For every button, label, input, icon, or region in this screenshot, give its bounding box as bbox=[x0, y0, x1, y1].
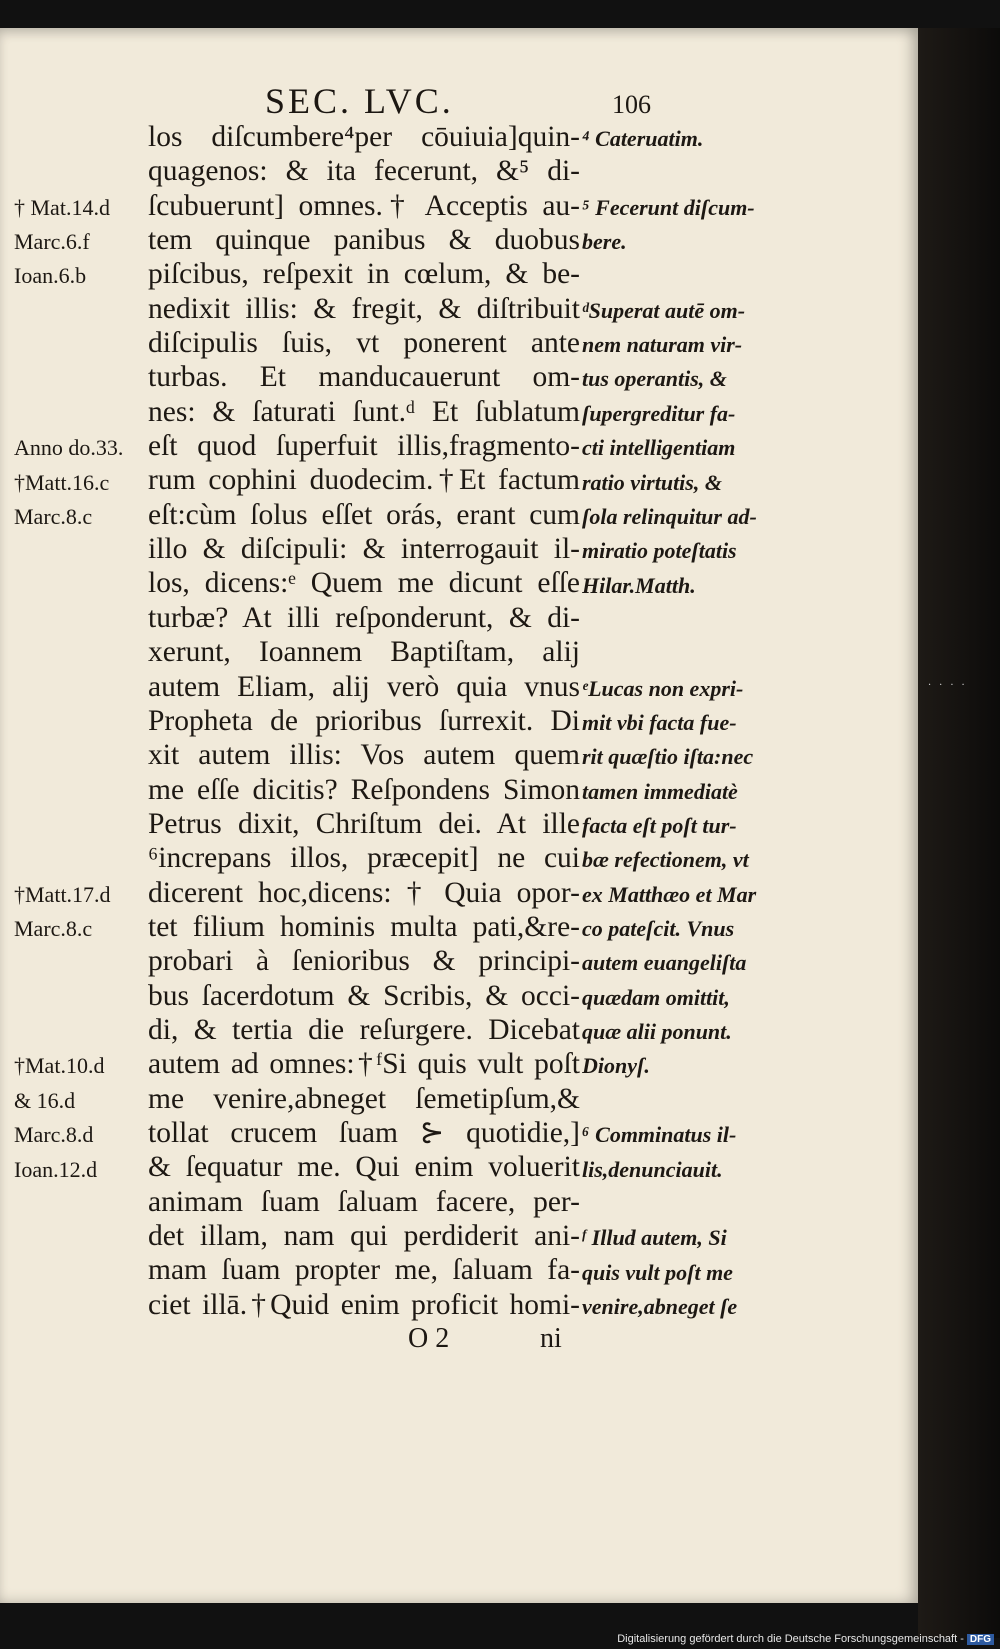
text-line: det illam, nam qui perdiderit ani- bbox=[148, 1220, 580, 1252]
text-line: eſt quod ſuperfuit illis,fragmento- bbox=[148, 430, 580, 463]
marginal-note-line: venire,abneget ſe bbox=[582, 1293, 738, 1319]
margin-reference: Ioan.6.b bbox=[14, 263, 87, 289]
marginal-note-line: miratio poteſtatis bbox=[582, 538, 737, 564]
marginal-note-line: Hilar.Matth. bbox=[582, 572, 696, 598]
marginal-note-line: ex Matthæo et Mar bbox=[582, 881, 757, 907]
text-line: los diſcumbere⁴per cōuiuia]quin- bbox=[148, 121, 580, 153]
text-line: bus ſacerdotum & Scribis, & occi- bbox=[148, 979, 580, 1012]
text-line: autem ad omnes:†ᶠSi quis vult poſt bbox=[148, 1048, 580, 1081]
marginal-note-line: facta eſt poſt tur- bbox=[582, 813, 737, 838]
margin-reference: † Mat.14.d bbox=[14, 194, 110, 220]
text-line: Propheta de prioribus ſurrexit. Di bbox=[148, 704, 580, 737]
marginal-note-line: quædam omittit, bbox=[582, 984, 730, 1010]
marginal-note-line: bæ refectionem, vt bbox=[582, 847, 749, 873]
marginal-note-line: tamen immediatè bbox=[582, 778, 738, 804]
text-line: xit autem illis: Vos autem quem bbox=[148, 739, 580, 772]
text-line: illo & diſcipuli: & interrogauit il- bbox=[148, 533, 580, 566]
text-line: rum cophini duodecim.†Et factum bbox=[148, 464, 580, 497]
text-line: ciet illā.†Quid enim proficit homi- bbox=[148, 1288, 580, 1321]
marginal-note-line: ſola relinquitur ad- bbox=[582, 503, 757, 529]
signature-mark: O 2 bbox=[408, 1323, 450, 1354]
dfg-logo: DFG bbox=[967, 1634, 994, 1645]
marginal-note-line: ⁵ Fecerunt diſcum- bbox=[582, 194, 755, 220]
text-line: tet filium hominis multa pati,&re- bbox=[148, 910, 580, 943]
marginal-note-line: quæ alii ponunt. bbox=[582, 1019, 732, 1045]
text-line: quagenos: & ita fecerunt, &⁵ di- bbox=[148, 155, 580, 188]
text-line: tollat crucem ſuam ⊱ quotidie,] bbox=[148, 1116, 580, 1149]
credit-text: Digitalisierung gefördert durch die Deutsche Forschungsgemeinschaft - bbox=[617, 1633, 964, 1645]
margin-reference: Marc.8.c bbox=[14, 916, 93, 942]
text-line: los, dicens:ᵉ Quem me dicunt eſſe bbox=[148, 567, 580, 600]
marginal-note-line: co pateſcit. Vnus bbox=[582, 916, 735, 942]
text-line: xerunt, Ioannem Baptiſtam, alij bbox=[148, 636, 580, 669]
text-line: probari à ſenioribus & principi- bbox=[148, 945, 580, 978]
marginal-note-line: tus operantis, & bbox=[582, 366, 727, 392]
margin-reference: Ioan.12.d bbox=[14, 1156, 98, 1182]
text-line: eſt:cùm ſolus eſſet orás, erant cum bbox=[148, 498, 580, 531]
text-line: tem quinque panibus & duobus bbox=[148, 224, 580, 257]
text-line: animam ſuam ſaluam facere, per- bbox=[148, 1185, 580, 1218]
margin-reference: Anno do.33. bbox=[14, 435, 124, 461]
text-line: piſcibus, reſpexit in cœlum, & be- bbox=[148, 258, 580, 291]
marginal-note-line: ſupergreditur fa- bbox=[582, 400, 736, 426]
marginal-note-line: ᶠ Illud autem, Si bbox=[582, 1225, 727, 1251]
margin-reference: & 16.d bbox=[14, 1087, 76, 1113]
text-line: nes: & ſaturati ſunt.ᵈ Et ſublatum bbox=[148, 395, 580, 428]
marginal-note-line: nem naturam vir- bbox=[582, 332, 743, 358]
margin-reference: †Matt.16.c bbox=[14, 469, 110, 495]
text-line: Petrus dixit, Chriſtum dei. At ille bbox=[148, 807, 580, 840]
running-title: SEC. LVC. bbox=[265, 81, 454, 121]
marginal-note-line: ᵉLucas non expri- bbox=[582, 675, 744, 701]
text-line: di, & tertia die reſurgere. Dicebat bbox=[148, 1013, 580, 1046]
margin-reference: †Matt.17.d bbox=[14, 881, 111, 907]
text-line: turbas. Et manducauerunt om- bbox=[148, 361, 580, 394]
marginal-note-line: bere. bbox=[582, 229, 627, 255]
marginal-note-line: Dionyſ. bbox=[582, 1053, 650, 1079]
text-line: me eſſe dicitis? Reſpondens Simon bbox=[148, 773, 580, 806]
marginal-note-line: ratio virtutis, & bbox=[582, 469, 722, 495]
margin-reference: Marc.8.d bbox=[14, 1122, 94, 1148]
text-line: me venire,abneget ſemetipſum,& bbox=[148, 1082, 580, 1115]
text-line: turbæ? At illi reſponderunt, & di- bbox=[148, 601, 580, 634]
text-line: nedixit illis: & fregit, & diſtribuit bbox=[148, 292, 580, 325]
text-line: ſcubuerunt] omnes.† Acceptis au- bbox=[148, 189, 580, 222]
main-text-column bbox=[148, 120, 580, 1322]
text-line: ⁶increpans illos, præcepit] ne cui bbox=[148, 842, 580, 875]
marginal-note-line: cti intelligentiam bbox=[582, 435, 736, 461]
catchword: ni bbox=[540, 1323, 562, 1354]
text-line: autem Eliam, alij verò quia vnus bbox=[148, 670, 580, 703]
text-line: mam ſuam propter me, ſaluam fa- bbox=[148, 1254, 580, 1287]
marginal-note-line: rit quæſtio iſta:nec bbox=[582, 744, 754, 770]
marginal-note-line: mit vbi facta fue- bbox=[582, 709, 737, 735]
page-number: 106 bbox=[612, 90, 651, 119]
marginal-note-line: lis,denunciauit. bbox=[582, 1156, 723, 1182]
marginal-note-line: ⁶ Comminatus il- bbox=[582, 1122, 737, 1148]
marginal-note-line: quis vult poſt me bbox=[582, 1259, 733, 1285]
edge-marks: ···· bbox=[928, 680, 973, 691]
text-line: diſcipulis ſuis, vt ponerent ante bbox=[148, 327, 580, 360]
digitization-credit bbox=[617, 1633, 994, 1645]
margin-reference: Marc.6.f bbox=[14, 229, 90, 255]
book-binding-edge bbox=[918, 28, 1000, 1638]
text-line: dicerent hoc,dicens: † Quia opor- bbox=[148, 876, 580, 909]
marginal-note-line: ⁴ Cateruatim. bbox=[582, 126, 704, 151]
margin-reference: †Mat.10.d bbox=[14, 1053, 105, 1079]
text-line: & ſequatur me. Qui enim voluerit bbox=[148, 1151, 580, 1184]
marginal-note-line: autem euangeliſta bbox=[582, 950, 747, 976]
margin-reference: Marc.8.c bbox=[14, 503, 93, 529]
marginal-note-line: ᵈSuperat autē om- bbox=[582, 297, 746, 323]
